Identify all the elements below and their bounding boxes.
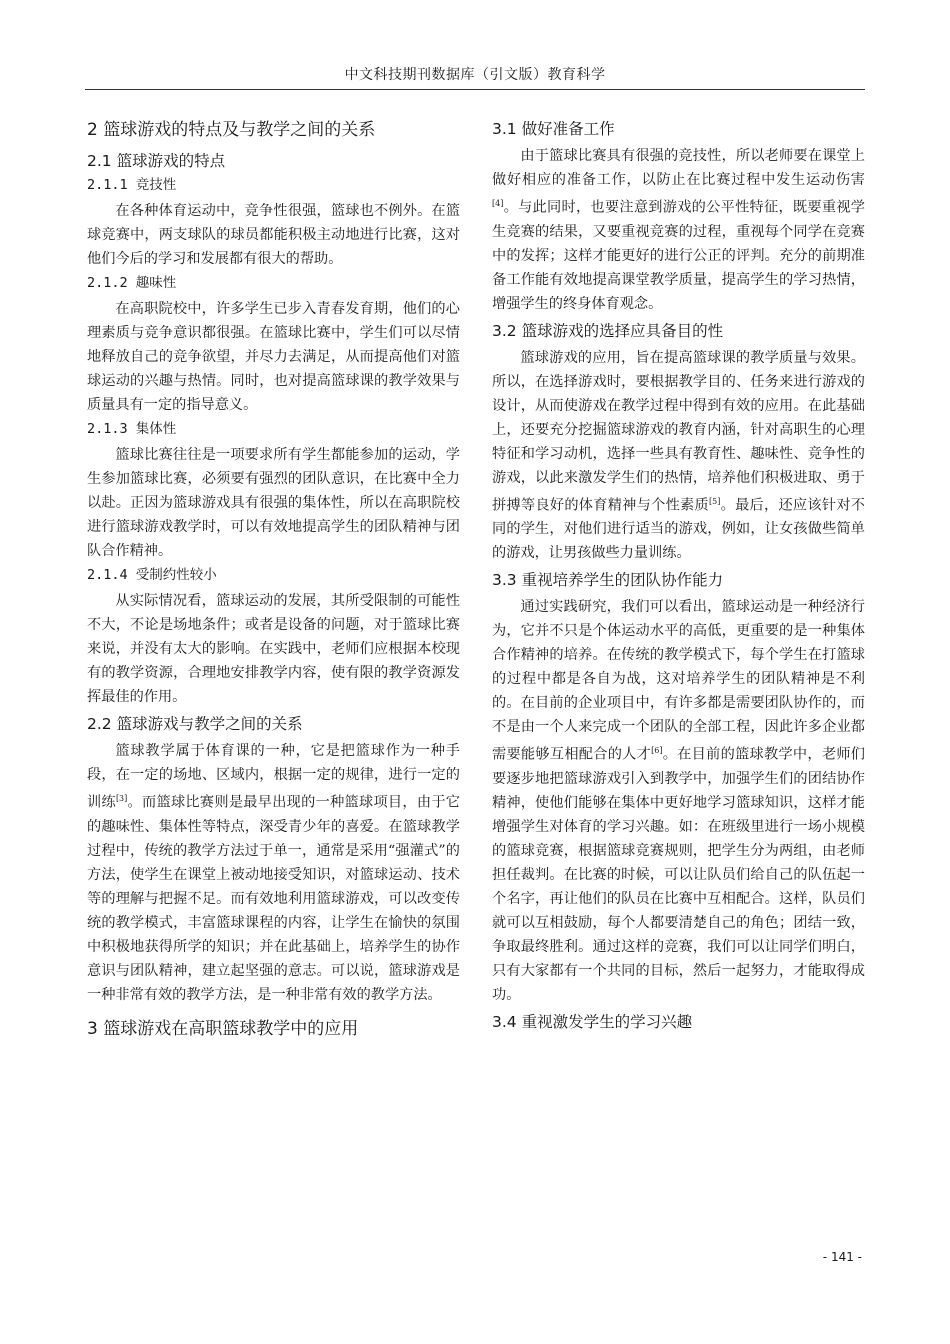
paragraph-2-1-4: 从实际情况看，篮球运动的发展，其所受限制的可能性不大，不论是场地条件；或者是设备的问题，对于篮球比赛来说，并没有太大的影响。在实践中，老师们应根据本校现有的教学资源，合理地安排教学内容，使有限的教学资源发挥最佳的作用。 xyxy=(87,593,460,705)
section-2-1-4-heading: 2.1.4 受制约性较小 xyxy=(87,567,217,583)
citation-6: [6] xyxy=(651,746,663,756)
paragraph-2-1-1: 在各种体育运动中，竞争性很强，篮球也不例外。在篮球竞赛中，两支球队的球员都能积极主动地进行比赛，这对他们今后的学习和发展都有很大的帮助。 xyxy=(87,203,460,267)
section-3-heading: 3 篮球游戏在高职篮球教学中的应用 xyxy=(87,1018,359,1039)
section-3-1-heading: 3.1 做好准备工作 xyxy=(492,120,615,138)
paragraph-3-1-text-a: 由于篮球比赛具有很强的竞技性，所以老师要在课堂上做好相应的准备工作，以防止在比赛过程中发生运动伤害 xyxy=(492,148,865,188)
section-3-4-heading: 3.4 重视激发学生的学习兴趣 xyxy=(492,1013,693,1032)
page-number: - 141 - xyxy=(822,1250,862,1264)
paragraph-3-3-text-b: 。在目前的篮球教学中，老师们要逐步地把篮球游戏引入到教学中，加强学生们的团结协作精神，使他们能够在集体中更好地学习篮球知识，这样才能增强学生对体育的学习兴趣。如：在班级里进行一场小规模的篮球竞赛，根据篮球竞赛规则，把学生分为两组，由老师担任裁判。在比赛的时候，可以让队员们给自己的队伍起一个名字，再让他们的队员在比赛中互相配合。这样，队员们就可以互相鼓励，每个人都要清楚自己的角色；团结一致，争取最终胜利。通过这样的竞赛，我们可以让同学们明白，只有大家都有一个共同的目标，然后一起努力，才能取得成功。 xyxy=(492,747,865,1004)
paragraph-3-2 xyxy=(492,346,865,566)
citation-3: [3] xyxy=(115,794,128,803)
section-2-1-3-heading: 2.1.3 集体性 xyxy=(87,421,177,437)
section-3-3-heading: 3.3 重视培养学生的团队协作能力 xyxy=(492,571,724,590)
right-column xyxy=(492,118,865,1037)
paragraph-2-1-3: 篮球比赛往往是一项要求所有学生都能参加的运动，学生参加篮球比赛，必须要有强烈的团队意识，在比赛中全力以赴。正因为篮球游戏具有很强的集体性，所以在高职院校进行篮球游戏教学时，可以有效地提高学生的团队精神与团队合作精神。 xyxy=(87,447,460,559)
paragraph-3-1 xyxy=(492,144,865,316)
section-2-heading: 2 篮球游戏的特点及与教学之间的关系 xyxy=(87,120,376,140)
section-2-1-heading: 2.1 篮球游戏的特点 xyxy=(87,152,226,170)
citation-4: [4] xyxy=(492,199,504,208)
paragraph-3-2-text-a: 篮球游戏的应用，旨在提高篮球课的教学质量与效果。所以，在选择游戏时，要根据教学目的、任务来进行游戏的设计，从而使游戏在教学过程中得到有效的应用。在此基础上，还要充分挖掘篮球游戏的教育内涵，针对高职生的心理特征和学习动机，选择一些具有教育性、趣味性、竞争性的游戏，以此来激发学生们的热情，培养他们积极进取、勇于拼搏等良好的体育精神与个性素质 xyxy=(492,349,865,514)
paragraph-3-2-text-b: 。最后，还应该针对不同的学生，对他们进行适当的游戏，例如，让女孩做些简单的游戏，让男孩做些力量训练。 xyxy=(492,497,865,562)
paragraph-3-1-text-b: 。与此同时，也要注意到游戏的公平性特征，既要重视学生竞赛的结果，又要重视竞赛的过程，重视每个同学在竞赛中的发挥；这样才能更好的进行公正的评判。充分的前期准备工作能有效地提高课堂教学质量，提高学生的学习热情，增强学生的终身体育观念。 xyxy=(492,199,865,312)
section-2-2-heading: 2.2 篮球游戏与教学之间的关系 xyxy=(87,715,303,733)
paragraph-3-3-text-a: 通过实践研究，我们可以看出，篮球运动是一种经济行为，它并不只是个体运动水平的高低，更重要的是一种集体合作精神的培养。在传统的教学模式下，每个学生在打篮球的过程中都是各自为战，这对培养学生的团队精神是不利的。在目前的企业项目中，有许多都是需要团队协作的，而不是由一个人来完成一个团队的全部工程，因此许多企业都需要能够互相配合的人才 xyxy=(492,599,865,764)
section-2-1-2-heading: 2.1.2 趣味性 xyxy=(87,275,177,291)
header-rule xyxy=(85,89,865,90)
section-3-2-heading: 3.2 篮球游戏的选择应具备目的性 xyxy=(492,321,724,340)
paragraph-2-2-text-a: 篮球教学属于体育课的一种，它是把篮球作为一种手段，在一定的场地、区域内，根据一定的规律，进行一定的训练 xyxy=(87,743,460,811)
running-header: 中文科技期刊数据库（引文版）教育科学 xyxy=(344,67,606,83)
paragraph-3-3 xyxy=(492,595,865,1007)
paragraph-2-2 xyxy=(87,739,460,1007)
section-2-1-1-heading: 2.1.1 竞技性 xyxy=(87,177,177,193)
paragraph-2-1-2: 在高职院校中，许多学生已步入青春发育期，他们的心理素质与竞争意识都很强。在篮球比赛中，学生们可以尽情地释放自己的竞争欲望，并尽力去满足，从而提高他们对篮球运动的兴趣与热情。同时，也对提高篮球课的教学效果与质量具有一定的指导意义。 xyxy=(87,301,460,413)
paragraph-2-2-text-b: 。而篮球比赛则是最早出现的一种篮球项目，由于它的趣味性、集体性等特点，深受青少年的喜爱。在篮球教学过程中，传统的教学方法过于单一，通常是采用“强灌式”的方法，使学生在课堂上被动地接受知识，对篮球运动、技术等的理解与把握不足。而有效地利用篮球游戏，可以改变传统的教学模式，丰富篮球课程的内容，让学生在愉快的氛围中积极地获得所学的知识；并在此基础上，培养学生的协作意识与团队精神，建立起坚强的意志。可以说，篮球游戏是一种非常有效的教学方法，是一种非常有效的教学方法。 xyxy=(87,794,460,1003)
left-column xyxy=(87,118,460,1049)
citation-5: [5] xyxy=(708,496,721,506)
